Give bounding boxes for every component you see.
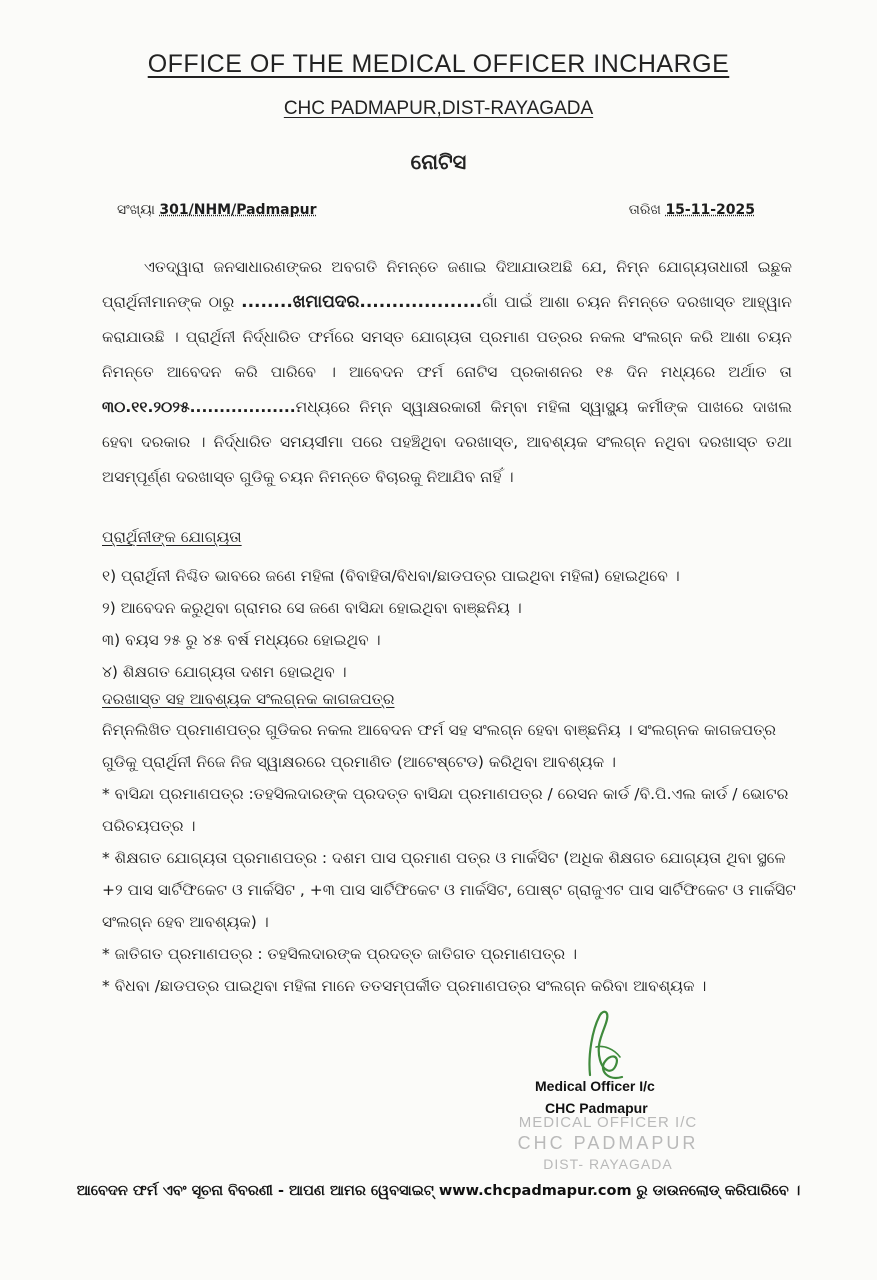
stamp-line-1: MEDICAL OFFICER I/C: [518, 1114, 698, 1131]
intro-part-3: ମଧ୍ୟରେ ନିମ୍ନ ସ୍ୱାକ୍ଷରକାରୀ କିମ୍ବା ମହିଳା ସ୍ୱାସ୍ଥ୍ୟ କର୍ମୀଙ୍କ ପାଖରେ ଦାଖଲ ହେବା ଦରକାର । ନିର୍ଦ୍ଧାରିତ ସମୟସୀମା ପରେ ପହଞ୍ଚିଥିବା ଦରଖାସ୍ତ, ଆବଶ୍ୟକ ସଂଲଗ୍ନ ନଥିବା ଦରଖାସ୍ତ ତଥା ଅସମ୍ପୂର୍ଣ୍ଣ ଦରଖାସ୍ତ ଗୁଡିକୁ ଚୟନ ନିମନ୍ତେ ବିଚାରକୁ ନିଆଯିବ ନାହିଁ ।: [102, 398, 792, 486]
reference-number-label: ସଂଖ୍ୟା: [117, 202, 155, 218]
intro-paragraph: [102, 250, 792, 495]
document-item: * ବାସିନ୍ଦା ପ୍ରମାଣପତ୍ର :ତହସିଲଦାରଙ୍କ ପ୍ରଦତ୍ତ ବାସିନ୍ଦା ପ୍ରମାଣପତ୍ର / ରେସନ କାର୍ଡ /ବି.ପି.ଏଲ କାର୍ଡ / ଭୋଟର ପରିଚୟପତ୍ର ।: [102, 785, 789, 835]
document-item: * ବିଧବା /ଛାଡପତ୍ର ପାଇଥିବା ମହିଳା ମାନେ ତତସମ୍ପର୍କୀତ ପ୍ରମାଣପତ୍ର ସଂଲଗ୍ନ କରିବା ଆବଶ୍ୟକ ।: [102, 977, 707, 995]
stamp-line-2: CHC PADMAPUR: [517, 1133, 699, 1153]
document-item: * ଜାତିଗତ ପ୍ରମାଣପତ୍ର : ତହସିଲଦାରଙ୍କ ପ୍ରଦତ୍ତ ଜାତିଗତ ପ୍ରମାଣପତ୍ର ।: [102, 945, 578, 963]
reference-number: [117, 202, 317, 218]
signature-designation: Medical Officer I/c: [535, 1078, 655, 1094]
stamp-line-3: DIST- RAYAGADA: [543, 1156, 673, 1172]
office-stamp: [508, 1112, 708, 1175]
office-location-text: CHC PADMAPUR,DIST-RAYAGADA: [283, 98, 594, 119]
documents-list: [102, 714, 802, 1002]
reference-number-value: 301/NHM/Padmapur: [159, 202, 317, 218]
reference-date: [629, 202, 755, 218]
office-heading-text: OFFICE OF THE MEDICAL OFFICER INCHARGE: [147, 50, 730, 78]
eligibility-item: ୪) ଶିକ୍ଷଗତ ଯୋଗ୍ୟତା ଦଶମ ହୋଇଥିବ ।: [102, 663, 347, 681]
eligibility-item: ୩) ବୟସ ୨୫ ରୁ ୪୫ ବର୍ଷ ମଧ୍ୟରେ ହୋଇଥିବ ।: [102, 631, 381, 649]
documents-title-text: ଦରଖାସ୍ତ ସହ ଆବଶ୍ୟକ ସଂଲଗ୍ନକ କାଗଜପତ୍ର: [102, 690, 395, 708]
office-location: [0, 98, 877, 120]
documents-title: [102, 690, 802, 709]
signature-office: CHC Padmapur: [545, 1100, 648, 1116]
documents-intro: ନିମ୍ନଲିଖିତ ପ୍ରମାଣପତ୍ର ଗୁଡିକର ନକଲ ଆବେଦନ ଫର୍ମ ସହ ସଂଲଗ୍ନ ହେବା ବାଞ୍ଛନିୟ । ସଂଲଗ୍ନକ କାଗଜପତ୍ର ଗୁଡିକୁ ପ୍ରାର୍ଥିନୀ ନିଜେ ନିଜ ସ୍ୱାକ୍ଷରରେ ପ୍ରମାଣିତ (ଆଟେଷ୍ଟେଡ) କରିଥିବା ଆବଶ୍ୟକ ।: [102, 721, 777, 771]
reference-date-value: 15-11-2025: [665, 202, 755, 218]
document-item: * ଶିକ୍ଷଗତ ଯୋଗ୍ୟତା ପ୍ରମାଣପତ୍ର : ଦଶମ ପାସ ପ୍ରମାଣ ପତ୍ର ଓ ମାର୍କସିଟ (ଅଧିକ ଶିକ୍ଷଗତ ଯୋଗ୍ୟତା ଥିବା ସ୍ଥଳେ +୨ ପାସ ସାର୍ଟିଫିକେଟ ଓ ମାର୍କସିଟ , +୩ ପାସ ସାର୍ଟିଫିକେଟ ଓ ମାର୍କସିଟ, ପୋଷ୍ଟ ଗ୍ରାଜୁଏଟ ପାସ ସାର୍ଟିଫିକେଟ ଓ ମାର୍କସିଟ ସଂଲଗ୍ନ ହେବ ଆବଶ୍ୟକ) ।: [102, 849, 796, 931]
last-date-fill: ୩୦.୧୧.୨୦୨୫..................: [102, 398, 296, 416]
intro-part-1: ଏତଦ୍ୱାରା ଜନସାଧାରଣଙ୍କର ଅବଗତି ନିମନ୍ତେ ଜଣାଇ ଦିଆଯାଉଅଛି ଯେ, ନିମ୍ନ ଯୋଗ୍ୟତାଧାରୀ ଇଛୁକ ପ୍ରାର୍ଥିନୀମାନଙ୍କ ଠାରୁ: [102, 258, 792, 311]
reference-date-label: ତାରିଖ: [628, 202, 661, 218]
eligibility-item: ୧) ପ୍ରାର୍ଥିନୀ ନିଶ୍ଚିତ ଭାବରେ ଜଣେ ମହିଳା (ବିବାହିତା/ବିଧବା/ଛାଡପତ୍ର ପାଇଥିବା ମହିଳା) ହୋଇଥିବେ ।: [102, 567, 680, 585]
village-name-fill: ........ଖମାପଦର...................: [241, 292, 483, 312]
office-heading: [0, 50, 877, 79]
eligibility-list: [102, 560, 802, 688]
eligibility-item: ୨) ଆବେଦନ କରୁଥିବା ଗ୍ରାମର ସେ ଜଣେ ବାସିନ୍ଦା ହୋଇଥିବା ବାଞ୍ଛନିୟ ।: [102, 599, 522, 617]
footer-note: ଆବେଦନ ଫର୍ମ ଏବଂ ସୂଚନା ବିବରଣୀ - ଆପଣ ଆମର ୱେବସାଇଟ୍ www.chcpadmapur.com ରୁ ଡାଉନଲୋଡ୍ କରିପାରିବେ ।: [76, 1183, 801, 1199]
intro-part-2: ଗାଁ ପାଇଁ ଆଶା ଚୟନ ନିମନ୍ତେ ଦରଖାସ୍ତ ଆହ୍ୱାନ କରାଯାଉଛି । ପ୍ରାର୍ଥିନୀ ନିର୍ଦ୍ଧାରିତ ଫର୍ମରେ ସମସ୍ତ ଯୋଗ୍ୟତା ପ୍ରମାଣ ପତ୍ରର ନକଲ ସଂଲଗ୍ନ କରି ଆଶା ଚୟନ ନିମନ୍ତେ ଆବେଦନ କରି ପାରିବେ । ଆବେଦନ ଫର୍ମ ନୋଟିସ ପ୍ରକାଶନର ୧୫ ଦିନ ମଧ୍ୟରେ ଅର୍ଥାତ ତା: [102, 293, 792, 381]
signature-scribble: [570, 1005, 640, 1085]
notice-title: ନୋଟିସ: [410, 150, 467, 174]
eligibility-title: [102, 528, 802, 547]
eligibility-title-text: ପ୍ରାର୍ଥିନୀଙ୍କ ଯୋଗ୍ୟତା: [102, 528, 242, 546]
